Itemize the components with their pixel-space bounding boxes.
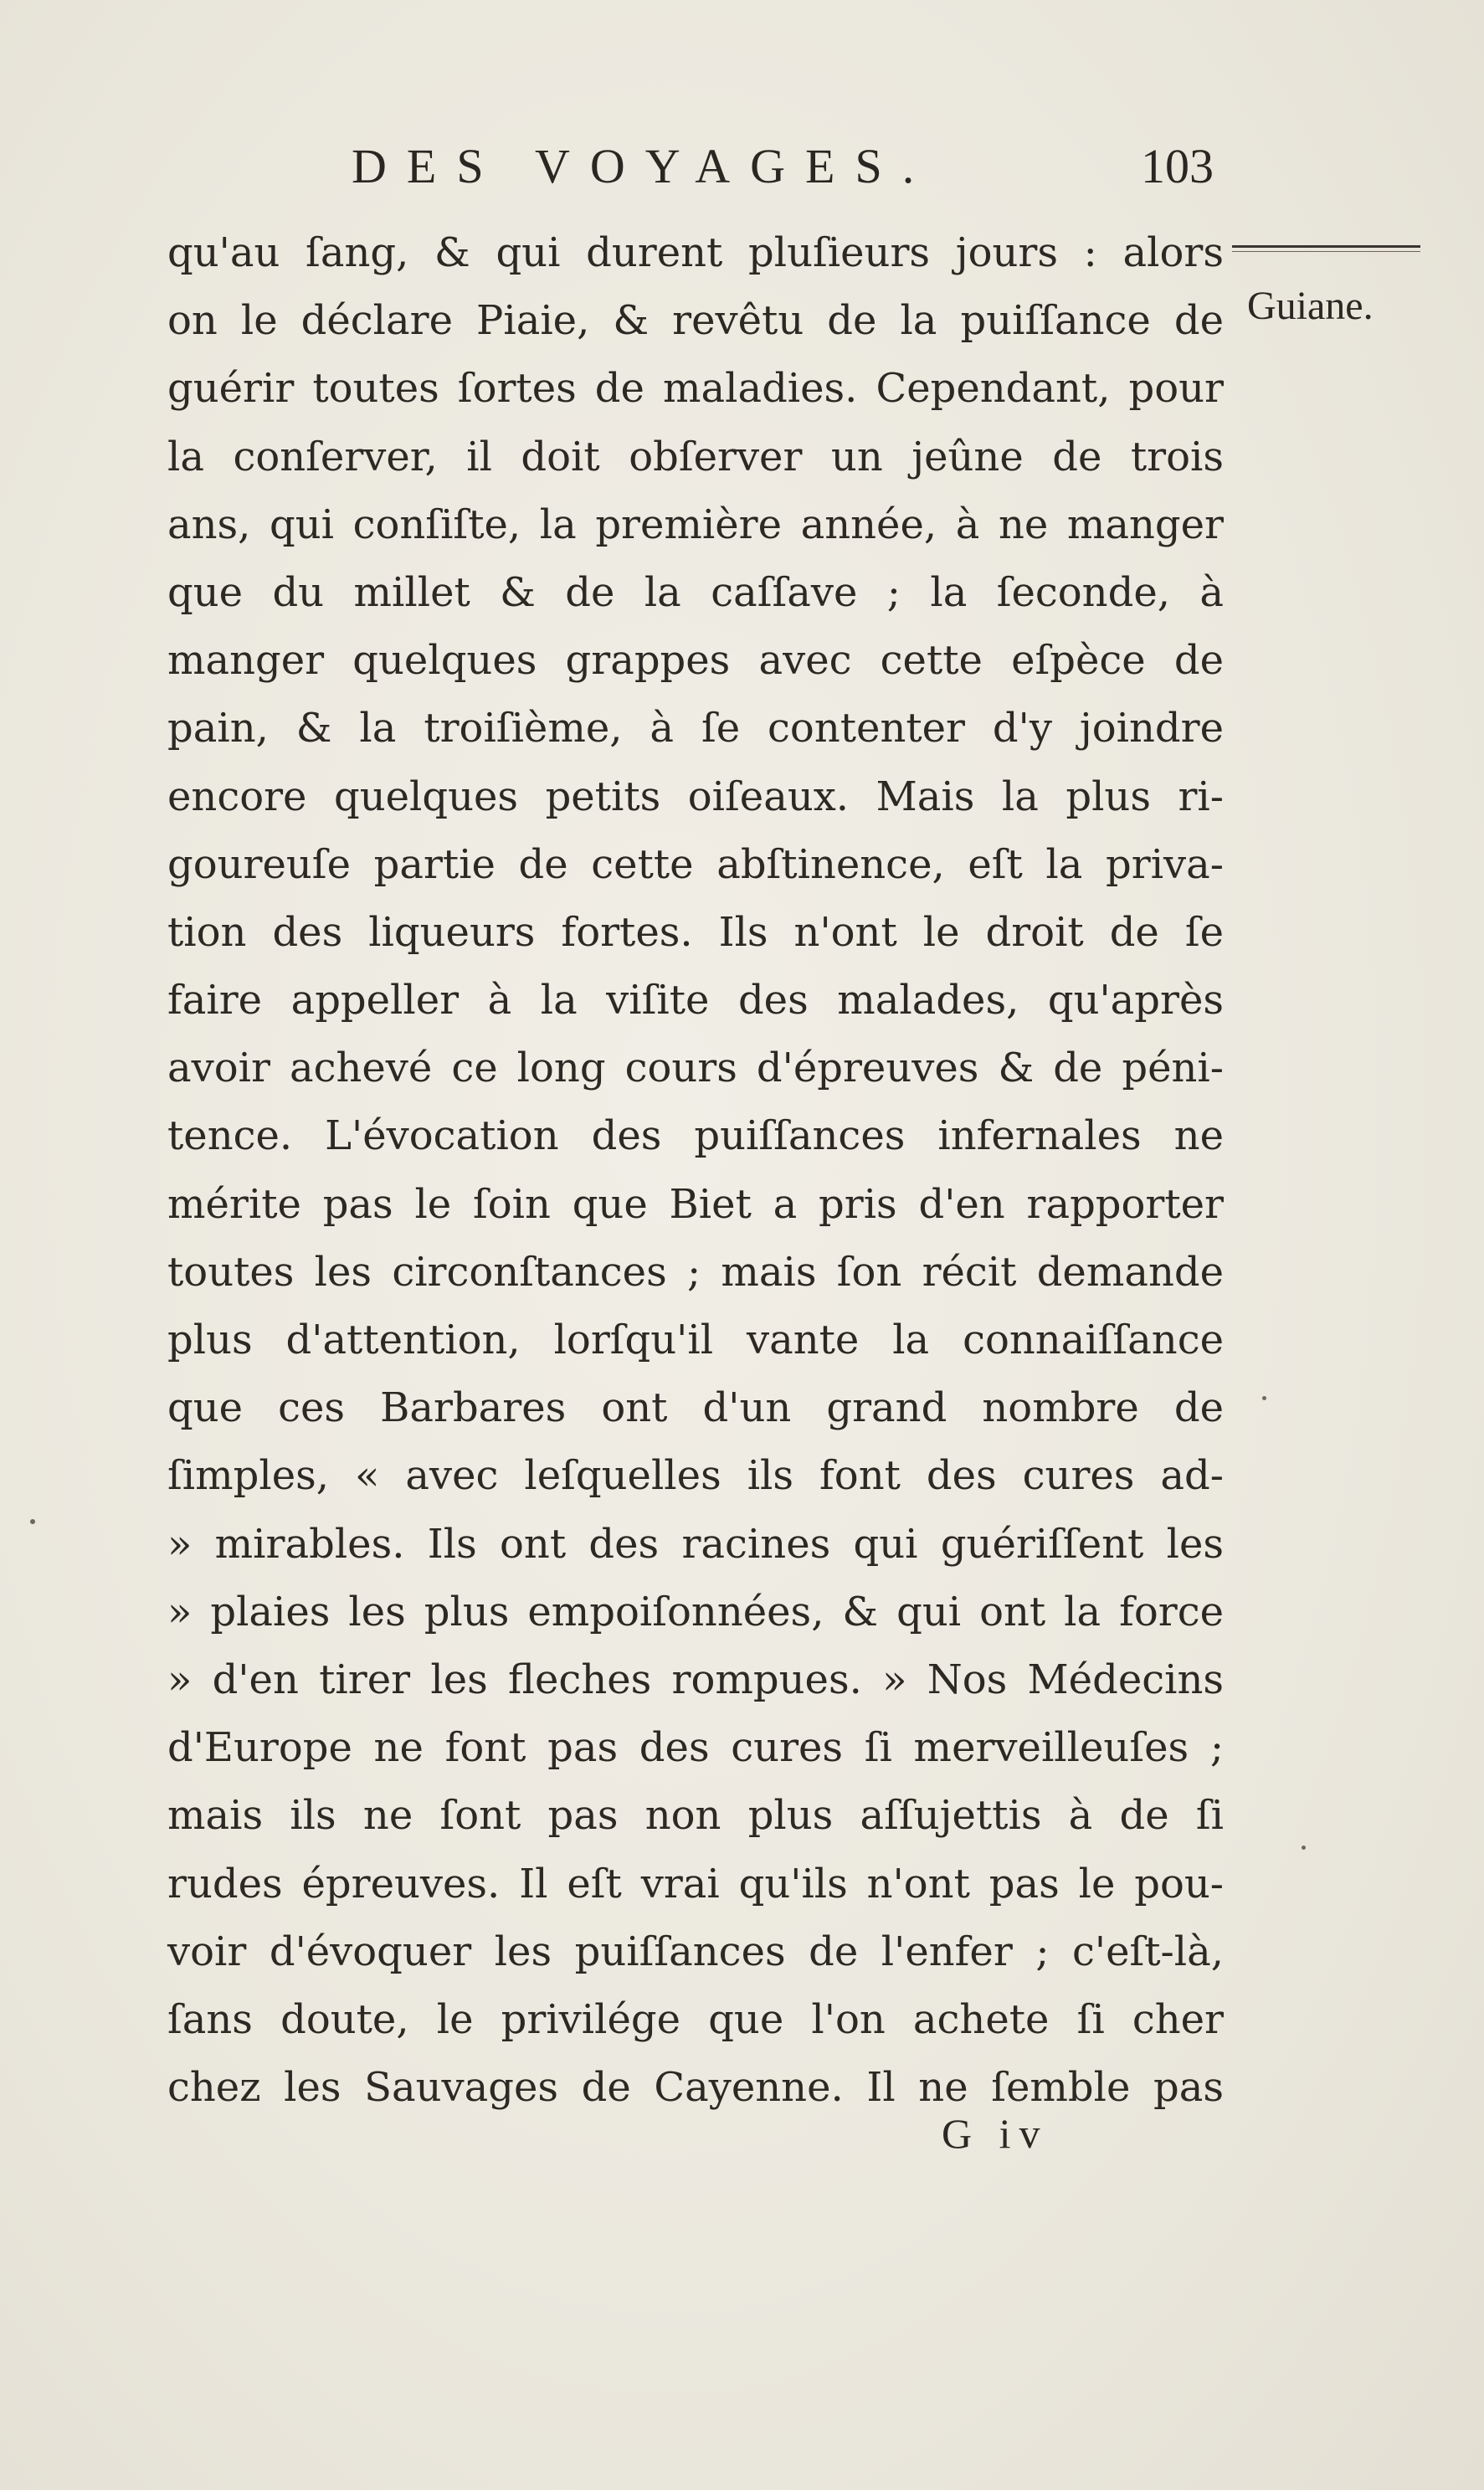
text-line: » d'en tirer les fleches rompues. » Nos Médecins xyxy=(167,1656,1224,1703)
text-line: encore quelques petits oiſeaux. Mais la plus ri- xyxy=(167,773,1224,820)
text-line: mérite pas le ſoin que Biet a pris d'en rapporter xyxy=(167,1180,1224,1228)
text-line: pain, & la troiſième, à ſe contenter d'y joindre xyxy=(167,705,1224,752)
text-line: ſimples, « avec leſquelles ils font des cures ad- xyxy=(167,1452,1224,1500)
paper-speck xyxy=(1302,1846,1306,1850)
text-line: guérir toutes ſortes de maladies. Cependant, pour xyxy=(167,365,1224,413)
text-line: voir d'évoquer les puiſſances de l'enfer ; c'eſt-là, xyxy=(167,1928,1224,1975)
body-text xyxy=(167,219,1224,2122)
paper-speck xyxy=(1262,1396,1266,1400)
text-line: mais ils ne ſont pas non plus aſſujettis à de ſi xyxy=(167,1792,1224,1840)
signature-mark: G iv xyxy=(942,2110,1049,2157)
text-line: plus d'attention, lorſqu'il vante la connaiſſance xyxy=(167,1317,1224,1363)
margin-rule xyxy=(1232,245,1420,248)
text-line: toutes les circonſtances ; mais ſon récit demande xyxy=(167,1248,1224,1296)
text-line: tion des liqueurs fortes. Ils n'ont le droit de ſe xyxy=(167,908,1224,956)
text-line: tence. L'évocation des puiſſances infernales ne xyxy=(167,1112,1224,1160)
running-head-title: DES VOYAGES. xyxy=(352,139,935,193)
text-line: que ces Barbares ont d'un grand nombre de xyxy=(167,1384,1224,1432)
text-line: rudes épreuves. Il eſt vrai qu'ils n'ont pas le pou- xyxy=(167,1860,1224,1907)
margin-rule-thin xyxy=(1232,251,1420,252)
text-line: ſans doute, le privilége que l'on achete ſi cher xyxy=(167,1995,1224,2043)
text-line: chez les Sauvages de Cayenne. Il ne ſemble pas xyxy=(167,2064,1224,2112)
text-line: » mirables. Ils ont des racines qui guériſſent les xyxy=(167,1520,1224,1568)
text-line: qu'au ſang, & qui durent pluſieurs jours : alors xyxy=(167,229,1224,276)
text-line: la conſerver, il doit obſerver un jeûne de trois xyxy=(167,433,1224,480)
text-line: avoir achevé ce long cours d'épreuves & de péni- xyxy=(167,1045,1224,1092)
paper-speck xyxy=(30,1519,35,1524)
text-line: on le déclare Piaie, & revêtu de la puiſſance de xyxy=(167,297,1224,345)
text-line: ans, qui conſiſte, la première année, à ne manger xyxy=(167,501,1224,548)
text-line: que du millet & de la caſſave ; la ſeconde, à xyxy=(167,568,1224,616)
running-head xyxy=(352,138,1214,205)
margin-note: Guiane. xyxy=(1247,284,1374,328)
page-number: 103 xyxy=(1141,139,1214,193)
text-line: goureuſe partie de cette abſtinence, eſt la priva- xyxy=(167,840,1224,888)
text-line: faire appeller à la viſite des malades, qu'après xyxy=(167,977,1224,1024)
text-line: » plaies les plus empoiſonnées, & qui ont la force xyxy=(167,1588,1224,1635)
text-line: d'Europe ne font pas des cures ſi merveilleuſes ; xyxy=(167,1724,1224,1772)
text-line: manger quelques grappes avec cette eſpèce de xyxy=(167,637,1224,685)
